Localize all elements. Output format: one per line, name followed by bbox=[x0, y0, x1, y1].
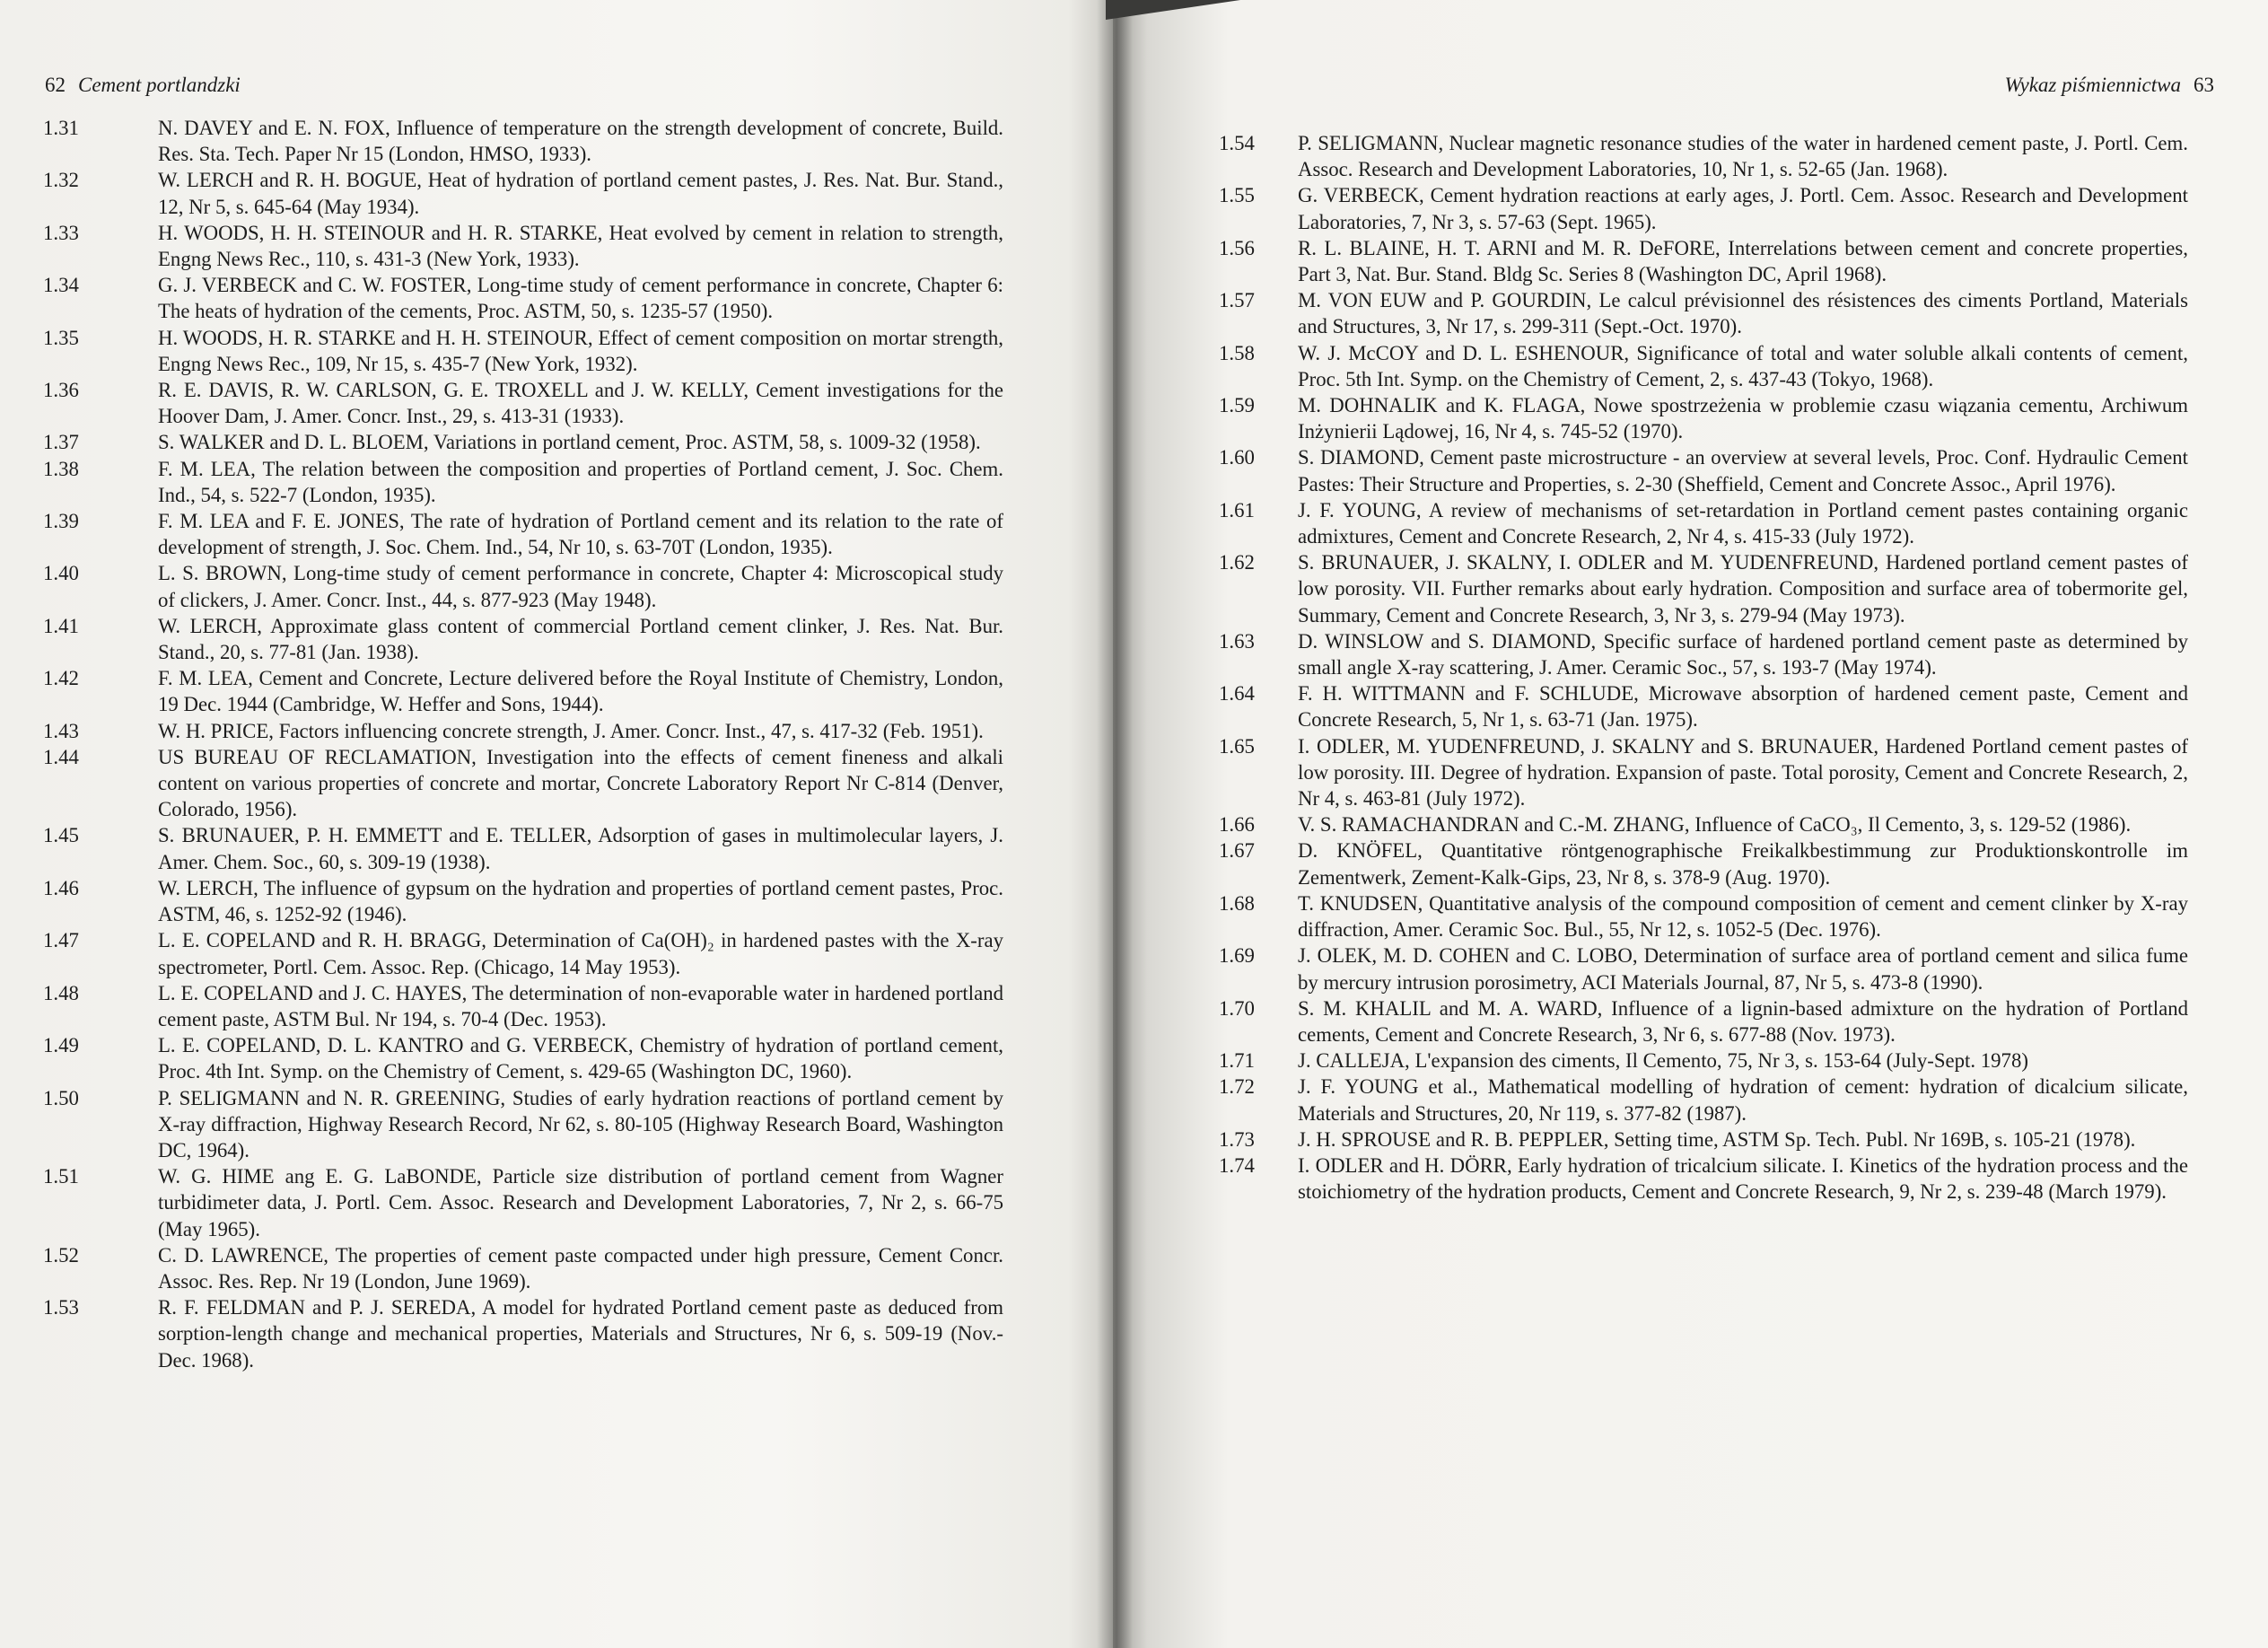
reference-number: 1.41 bbox=[43, 614, 79, 637]
reference-text: M. DOHNALIK and K. FLAGA, Nowe spostrzeżenia w problemie czasu wiązania cementu, Archiwum Inżynierii Lądowej, 16, Nr 4, s. 745-52 (1970). bbox=[1298, 394, 2188, 443]
reference-entry bbox=[43, 115, 1003, 167]
left-page-number: 62 bbox=[45, 74, 66, 96]
reference-number: 1.71 bbox=[1219, 1049, 1255, 1073]
right-page-header bbox=[2004, 74, 2214, 97]
reference-entry bbox=[43, 508, 1003, 560]
reference-entry bbox=[43, 429, 1003, 455]
reference-entry bbox=[43, 822, 1003, 874]
reference-entry bbox=[43, 665, 1003, 717]
reference-entry bbox=[1219, 340, 2188, 392]
reference-number: 1.70 bbox=[1219, 996, 1255, 1020]
reference-text: J. F. YOUNG, A review of mechanisms of set-retardation in Portland cement pastes containing organic admixtures, Cement and Concrete Research, 2, Nr 4, s. 415-33 (July 1972). bbox=[1298, 498, 2188, 548]
reference-text: V. S. RAMACHANDRAN and C.-M. ZHANG, Influence of CaCO₃, Il Cemento, 3, s. 129-52 (1986). bbox=[1298, 813, 2132, 837]
reference-number: 1.65 bbox=[1219, 734, 1255, 758]
reference-entry bbox=[1219, 392, 2188, 444]
reference-text: S. WALKER and D. L. BLOEM, Variations in portland cement, Proc. ASTM, 58, s. 1009-32 (1958). bbox=[158, 431, 981, 454]
reference-entry bbox=[1219, 890, 2188, 942]
reference-number: 1.73 bbox=[1219, 1127, 1255, 1151]
reference-entry bbox=[43, 744, 1003, 823]
reference-entry bbox=[43, 1294, 1003, 1373]
reference-number: 1.40 bbox=[43, 562, 79, 585]
left-page bbox=[0, 0, 1113, 1648]
reference-entry bbox=[43, 927, 1003, 979]
reference-number: 1.39 bbox=[43, 510, 79, 533]
page-corner-flap bbox=[1106, 0, 1240, 20]
reference-number: 1.66 bbox=[1219, 813, 1255, 837]
reference-number: 1.69 bbox=[1219, 944, 1255, 968]
reference-number: 1.72 bbox=[1219, 1075, 1255, 1099]
reference-number: 1.63 bbox=[1219, 629, 1255, 653]
reference-entry bbox=[43, 272, 1003, 324]
reference-text: D. KNÖFEL, Quantitative röntgenographische Freikalkbestimmung zur Produktionskontrolle im Zementwerk, Zement-Kalk-Gips, 23, Nr 8, s. 378-9 (Aug. 1970). bbox=[1298, 839, 2188, 889]
reference-entry bbox=[1219, 444, 2188, 496]
reference-text: P. SELIGMANN, Nuclear magnetic resonance studies of the water in hardened cement paste, J. Portl. Cem. Assoc. Research and Development Laboratories, 10, Nr 1, s. 52-65 (Jan. 1968). bbox=[1298, 132, 2188, 181]
reference-entry bbox=[43, 167, 1003, 219]
reference-number: 1.43 bbox=[43, 719, 79, 742]
reference-entry bbox=[1219, 130, 2188, 182]
reference-number: 1.50 bbox=[43, 1086, 79, 1109]
reference-number: 1.37 bbox=[43, 431, 79, 454]
reference-text: W. H. PRICE, Factors influencing concrete strength, J. Amer. Concr. Inst., 47, s. 417-32 (Feb. 1951). bbox=[158, 719, 984, 742]
reference-text: F. M. LEA, Cement and Concrete, Lecture delivered before the Royal Institute of Chemistry, London, 19 Dec. 1944 (Cambridge, W. Heffer and Sons, 1944). bbox=[158, 667, 1003, 716]
reference-number: 1.61 bbox=[1219, 498, 1255, 522]
reference-text: G. VERBECK, Cement hydration reactions at early ages, J. Portl. Cem. Assoc. Research and Development Laboratories, 7, Nr 3, s. 57-63 (Sept. 1965). bbox=[1298, 184, 2188, 233]
reference-number: 1.74 bbox=[1219, 1153, 1255, 1177]
reference-text: L. E. COPELAND and J. C. HAYES, The determination of non-evaporable water in hardened portland cement paste, ASTM Bul. Nr 194, s. 70-4 (Dec. 1953). bbox=[158, 981, 1003, 1030]
reference-entry bbox=[1219, 811, 2188, 837]
reference-text: H. WOODS, H. H. STEINOUR and H. R. STARKE, Heat evolved by cement in relation to strength, Engng News Rec., 110, s. 431-3 (New York, 1933). bbox=[158, 221, 1003, 271]
reference-text: F. M. LEA, The relation between the composition and properties of Portland cement, J. Soc. Chem. Ind., 54, s. 522-7 (London, 1935). bbox=[158, 457, 1003, 506]
reference-text: L. S. BROWN, Long-time study of cement performance in concrete, Chapter 4: Microscopical study of clickers, J. Amer. Concr. Inst., 44, s. 877-923 (May 1948). bbox=[158, 562, 1003, 611]
reference-number: 1.34 bbox=[43, 274, 79, 297]
reference-entry bbox=[43, 1032, 1003, 1084]
reference-text: W. LERCH, Approximate glass content of commercial Portland cement clinker, J. Res. Nat. Bur. Stand., 20, s. 77-81 (Jan. 1938). bbox=[158, 614, 1003, 664]
reference-text: P. SELIGMANN and N. R. GREENING, Studies of early hydration reactions of portland cement by X-ray diffraction, Highway Research Record, Nr 62, s. 80-105 (Highway Research Board, Washington DC, 1964). bbox=[158, 1086, 1003, 1161]
reference-number: 1.54 bbox=[1219, 132, 1255, 154]
reference-number: 1.48 bbox=[43, 981, 79, 1004]
reference-number: 1.59 bbox=[1219, 394, 1255, 417]
reference-entry bbox=[1219, 680, 2188, 732]
reference-number: 1.33 bbox=[43, 221, 79, 244]
reference-number: 1.42 bbox=[43, 667, 79, 690]
reference-entry bbox=[43, 377, 1003, 429]
reference-entry bbox=[43, 613, 1003, 665]
reference-number: 1.38 bbox=[43, 457, 79, 480]
reference-entry bbox=[43, 1163, 1003, 1242]
reference-entry bbox=[1219, 733, 2188, 812]
reference-text: J. OLEK, M. D. COHEN and C. LOBO, Determination of surface area of portland cement and silica fume by mercury intrusion porosimetry, ACI Materials Journal, 87, Nr 5, s. 473-8 (1990). bbox=[1298, 944, 2188, 994]
reference-text: G. J. VERBECK and C. W. FOSTER, Long-time study of cement performance in concrete, Chapter 6: The heats of hydration of the cements, Proc. ASTM, 50, s. 1235-57 (1950). bbox=[158, 274, 1003, 323]
reference-entry bbox=[43, 1085, 1003, 1164]
reference-text: C. D. LAWRENCE, The properties of cement paste compacted under high pressure, Cement Concr. Assoc. Res. Rep. Nr 19 (London, June 1969). bbox=[158, 1243, 1003, 1293]
reference-text: R. F. FELDMAN and P. J. SEREDA, A model for hydrated Portland cement paste as deduced from sorption-length change and mechanical properties, Materials and Structures, Nr 6, s. 509-19 (Nov.-Dec. 1968). bbox=[158, 1296, 1003, 1372]
reference-entry bbox=[1219, 1153, 2188, 1205]
reference-text: I. ODLER and H. DÖRR, Early hydration of tricalcium silicate. I. Kinetics of the hydration process and the stoichiometry of the hydration products, Cement and Concrete Research, 9, Nr 2, s. 239-48 (March 1979). bbox=[1298, 1153, 2188, 1204]
reference-text: F. H. WITTMANN and F. SCHLUDE, Microwave absorption of hardened cement paste, Cement and Concrete Research, 5, Nr 1, s. 63-71 (Jan. 1975). bbox=[1298, 682, 2188, 732]
reference-number: 1.58 bbox=[1219, 341, 1255, 364]
reference-text: R. L. BLAINE, H. T. ARNI and M. R. DeFORE, Interrelations between cement and concrete properties, Part 3, Nat. Bur. Stand. Bldg Sc. Series 8 (Washington DC, April 1968). bbox=[1298, 236, 2188, 286]
reference-text: J. F. YOUNG et al., Mathematical modelling of hydration of cement: hydration of dicalcium silicate, Materials and Structures, 20, Nr 119, s. 377-82 (1987). bbox=[1298, 1075, 2188, 1125]
reference-text: N. DAVEY and E. N. FOX, Influence of temperature on the strength development of concrete, Build. Res. Sta. Tech. Paper Nr 15 (London, HMSO, 1933). bbox=[158, 117, 1003, 166]
reference-number: 1.67 bbox=[1219, 839, 1255, 863]
reference-number: 1.46 bbox=[43, 876, 79, 899]
right-reference-list bbox=[1219, 130, 2188, 1205]
reference-number: 1.52 bbox=[43, 1243, 79, 1267]
reference-number: 1.44 bbox=[43, 745, 79, 768]
right-page-number: 63 bbox=[2194, 74, 2214, 96]
reference-number: 1.57 bbox=[1219, 289, 1255, 312]
reference-number: 1.62 bbox=[1219, 551, 1255, 574]
reference-text: L. E. COPELAND, D. L. KANTRO and G. VERBECK, Chemistry of hydration of portland cement, Proc. 4th Int. Symp. on the Chemistry of Cement, s. 429-65 (Washington DC, 1960). bbox=[158, 1034, 1003, 1083]
book-gutter-shadow bbox=[1097, 0, 1133, 1648]
reference-text: H. WOODS, H. R. STARKE and H. H. STEINOUR, Effect of cement composition on mortar strength, Engng News Rec., 109, Nr 15, s. 435-7 (New York, 1932). bbox=[158, 326, 1003, 375]
reference-text: W. LERCH and R. H. BOGUE, Heat of hydration of portland cement pastes, J. Res. Nat. Bur. Stand., 12, Nr 5, s. 645-64 (May 1934). bbox=[158, 169, 1003, 218]
left-reference-list bbox=[43, 115, 1003, 1373]
reference-number: 1.53 bbox=[43, 1296, 79, 1319]
reference-number: 1.49 bbox=[43, 1034, 79, 1057]
reference-text: D. WINSLOW and S. DIAMOND, Specific surface of hardened portland cement paste as determined by small angle X-ray scattering, J. Amer. Ceramic Soc., 57, s. 193-7 (May 1974). bbox=[1298, 629, 2188, 679]
reference-text: W. LERCH, The influence of gypsum on the hydration and properties of portland cement pastes, Proc. ASTM, 46, s. 1252-92 (1946). bbox=[158, 876, 1003, 926]
reference-number: 1.60 bbox=[1219, 446, 1255, 469]
reference-text: J. CALLEJA, L'expansion des ciments, Il Cemento, 75, Nr 3, s. 153-64 (July-Sept. 1978) bbox=[1298, 1049, 2028, 1073]
right-running-title: Wykaz piśmiennictwa bbox=[2004, 74, 2181, 96]
reference-number: 1.55 bbox=[1219, 184, 1255, 207]
left-running-title: Cement portlandzki bbox=[78, 74, 241, 96]
reference-entry bbox=[1219, 995, 2188, 1048]
reference-entry bbox=[43, 560, 1003, 612]
reference-number: 1.32 bbox=[43, 169, 79, 192]
reference-number: 1.47 bbox=[43, 929, 79, 952]
reference-entry bbox=[43, 220, 1003, 272]
reference-text: I. ODLER, M. YUDENFREUND, J. SKALNY and S. BRUNAUER, Hardened Portland cement pastes of low porosity. III. Degree of hydration. Expansion of paste. Total porosity, Cement and Concrete Research, 2, Nr 4, s. 463-81 (July 1972). bbox=[1298, 734, 2188, 811]
reference-entry bbox=[1219, 182, 2188, 234]
reference-entry bbox=[1219, 287, 2188, 339]
reference-text: S. BRUNAUER, J. SKALNY, I. ODLER and M. YUDENFREUND, Hardened portland cement pastes of low porosity. VII. Further remarks about early hydration. Composition and surface area of tobermorite gel, Summary, Cement and Concrete Research, 3, Nr 3, s. 279-94 (May 1973). bbox=[1298, 551, 2188, 627]
reference-text: R. E. DAVIS, R. W. CARLSON, G. E. TROXELL and J. W. KELLY, Cement investigations for the Hoover Dam, J. Amer. Concr. Inst., 29, s. 413-31 (1933). bbox=[158, 379, 1003, 428]
reference-entry bbox=[1219, 549, 2188, 628]
reference-text: S. DIAMOND, Cement paste microstructure - an overview at several levels, Proc. Conf. Hydraulic Cement Pastes: Their Structure and Properties, s. 2-30 (Sheffield, Cement and Concrete Assoc., April 1976). bbox=[1298, 446, 2188, 495]
reference-number: 1.35 bbox=[43, 326, 79, 349]
reference-entry bbox=[43, 875, 1003, 927]
reference-entry bbox=[43, 718, 1003, 744]
reference-entry bbox=[1219, 497, 2188, 549]
left-page-header bbox=[45, 74, 241, 97]
reference-number: 1.45 bbox=[43, 824, 79, 847]
reference-text: T. KNUDSEN, Quantitative analysis of the compound composition of cement and cement clinker by X-ray diffraction, Amer. Ceramic Soc. Bul., 55, Nr 12, s. 1052-5 (Dec. 1976). bbox=[1298, 891, 2188, 942]
reference-text: J. H. SPROUSE and R. B. PEPPLER, Setting time, ASTM Sp. Tech. Publ. Nr 169B, s. 105-21 (1978). bbox=[1298, 1127, 2136, 1151]
reference-text: W. G. HIME ang E. G. LaBONDE, Particle size distribution of portland cement from Wagner turbidimeter data, J. Portl. Cem. Assoc. Research and Development Laboratories, 7, Nr 2, s. 66-75 (May 1965). bbox=[158, 1165, 1003, 1240]
reference-text: W. J. McCOY and D. L. ESHENOUR, Significance of total and water soluble alkali contents of cement, Proc. 5th Int. Symp. on the Chemistry of Cement, 2, s. 437-43 (Tokyo, 1968). bbox=[1298, 341, 2188, 390]
reference-entry bbox=[43, 1242, 1003, 1294]
reference-number: 1.64 bbox=[1219, 682, 1255, 706]
reference-entry bbox=[43, 456, 1003, 508]
reference-text: S. BRUNAUER, P. H. EMMETT and E. TELLER, Adsorption of gases in multimolecular layers, J. Amer. Chem. Soc., 60, s. 309-19 (1938). bbox=[158, 824, 1003, 873]
reference-number: 1.68 bbox=[1219, 891, 1255, 915]
reference-entry bbox=[43, 325, 1003, 377]
reference-text: F. M. LEA and F. E. JONES, The rate of hydration of Portland cement and its relation to the rate of development of strength, J. Soc. Chem. Ind., 54, Nr 10, s. 63-70T (London, 1935). bbox=[158, 510, 1003, 559]
reference-number: 1.51 bbox=[43, 1165, 79, 1188]
reference-text: L. E. COPELAND and R. H. BRAGG, Determination of Ca(OH)₂ in hardened pastes with the X-ray spectrometer, Portl. Cem. Assoc. Rep. (Chicago, 14 May 1953). bbox=[158, 929, 1003, 978]
reference-text: M. VON EUW and P. GOURDIN, Le calcul prévisionnel des résistences des ciments Portland, Materials and Structures, 3, Nr 17, s. 299-311 (Sept.-Oct. 1970). bbox=[1298, 289, 2188, 338]
reference-entry bbox=[43, 980, 1003, 1032]
reference-number: 1.31 bbox=[43, 117, 79, 139]
reference-text: S. M. KHALIL and M. A. WARD, Influence of a lignin-based admixture on the hydration of Portland cements, Cement and Concrete Research, 3, Nr 6, s. 677-88 (Nov. 1973). bbox=[1298, 996, 2188, 1046]
reference-number: 1.36 bbox=[43, 379, 79, 402]
reference-entry bbox=[1219, 235, 2188, 287]
reference-entry bbox=[1219, 1048, 2188, 1074]
right-page bbox=[1113, 0, 2268, 1648]
reference-number: 1.56 bbox=[1219, 236, 1255, 259]
reference-entry bbox=[1219, 1074, 2188, 1126]
reference-entry bbox=[1219, 837, 2188, 890]
reference-entry bbox=[1219, 942, 2188, 995]
reference-entry bbox=[1219, 1126, 2188, 1153]
reference-text: US BUREAU OF RECLAMATION, Investigation into the effects of cement fineness and alkali content on various properties of concrete and mortar, Concrete Laboratory Report Nr C-814 (Denver, Colorado, 1956). bbox=[158, 745, 1003, 821]
reference-entry bbox=[1219, 628, 2188, 680]
